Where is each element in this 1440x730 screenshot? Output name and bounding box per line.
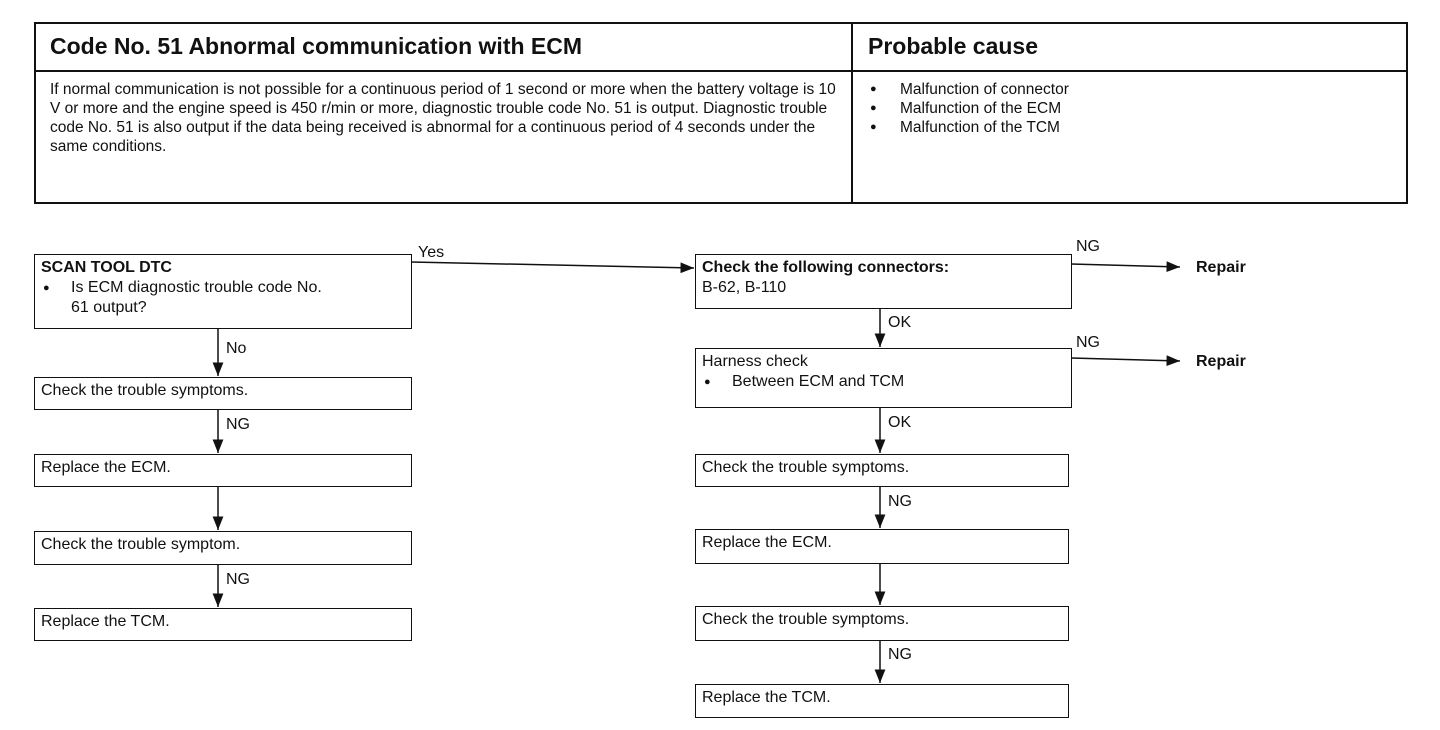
scan-tool-question: ● Is ECM diagnostic trouble code No. [41, 278, 405, 298]
probable-cause-title: Probable cause [868, 33, 1039, 59]
check-symptom-box [34, 531, 412, 565]
yes-arrow [411, 262, 694, 268]
scan-tool-dtc-box [34, 254, 412, 329]
check-connectors-box [695, 254, 1072, 309]
dtc-title: Code No. 51 Abnormal communication with ECM [50, 33, 583, 59]
ng-label: NG [1076, 334, 1100, 351]
harness-check-box [695, 348, 1072, 408]
ng-label: NG [226, 571, 250, 588]
check-connectors-title: Check the following connectors: [702, 259, 950, 276]
yes-label: Yes [418, 244, 445, 261]
scan-tool-title: SCAN TOOL DTC [41, 259, 172, 276]
check-symptoms-box [695, 454, 1069, 487]
harness-check-item: ● Between ECM and TCM [702, 372, 1065, 392]
replace-tcm-box [695, 684, 1069, 718]
replace-ecm-box [695, 529, 1069, 564]
check-symptom-text: Check the trouble symptom. [41, 536, 241, 553]
replace-tcm-text: Replace the TCM. [702, 689, 831, 706]
check-symptoms-text: Check the trouble symptoms. [702, 459, 910, 476]
replace-ecm-text: Replace the ECM. [41, 459, 171, 476]
ng-label: NG [888, 646, 912, 663]
check-symptoms-box [34, 377, 412, 410]
ng-label: NG [1076, 238, 1100, 255]
no-label: No [226, 340, 247, 357]
ng-label: NG [888, 493, 912, 510]
check-symptoms-text: Check the trouble symptoms. [41, 382, 249, 399]
repair-label: Repair [1196, 259, 1246, 276]
replace-tcm-box [34, 608, 412, 641]
replace-ecm-text: Replace the ECM. [702, 534, 832, 551]
ng-label: NG [226, 416, 250, 433]
repair-label: Repair [1196, 353, 1246, 370]
replace-tcm-text: Replace the TCM. [41, 613, 170, 630]
ng-repair-arrow-b [1071, 358, 1180, 361]
cause-item: ● Malfunction of the ECM [868, 99, 1069, 118]
dtc-description: If normal communication is not possible for a continuous period of 1 second or more when the battery voltage is 10 V or more and the engine speed is 450 r/min or more, diagnostic trouble code No. 51 is output. Diagnostic trouble code No. 51 is also output if the data being received is abnormal for a continuous period of 4 seconds under the same conditions. [50, 81, 836, 155]
ok-label: OK [888, 314, 912, 331]
connectors-list: B-62, B-110 [702, 279, 787, 296]
replace-ecm-box [34, 454, 412, 487]
cause-item: ● Malfunction of the TCM [868, 118, 1069, 137]
harness-check-title: Harness check [702, 353, 808, 370]
check-symptoms-box [695, 606, 1069, 641]
ok-label: OK [888, 414, 912, 431]
ng-repair-arrow-a [1071, 264, 1180, 267]
check-symptoms-text: Check the trouble symptoms. [702, 611, 910, 628]
scan-tool-question-cont: 61 output? [71, 299, 147, 316]
cause-item: ● Malfunction of connector [868, 80, 1069, 99]
